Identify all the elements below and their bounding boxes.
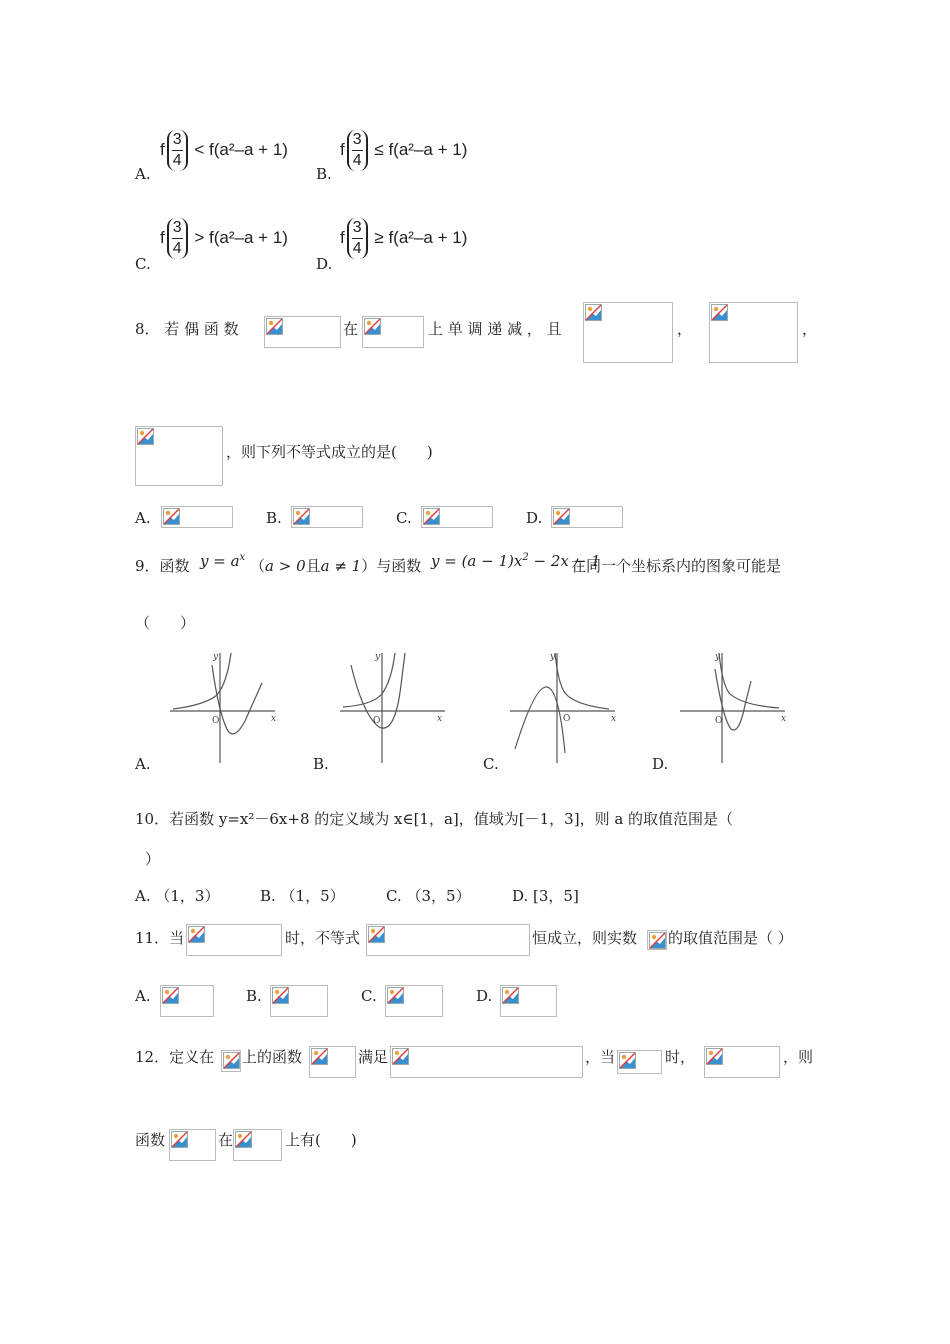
broken-image-icon <box>619 1052 636 1069</box>
broken-image-icon <box>392 1048 409 1065</box>
q8-text-2: 在 <box>343 320 359 338</box>
q9-graph-b <box>335 645 450 765</box>
q8-option-b-label: B. <box>266 509 282 527</box>
broken-image-icon <box>585 304 602 321</box>
q11-text-1: 11．当 <box>135 929 185 947</box>
function-name: f <box>340 227 345 247</box>
rhs: f(a²–a + 1) <box>388 139 468 159</box>
q9-condition <box>250 555 421 576</box>
q8-option-c-image <box>421 506 493 528</box>
exponential-curve <box>173 653 231 709</box>
x-label: x <box>437 714 443 724</box>
q11-option-b-image <box>270 985 328 1017</box>
q12-image-placeholder <box>233 1129 282 1161</box>
q9-graph-d <box>675 645 790 765</box>
broken-image-icon <box>368 926 385 943</box>
cond-2: a ≠ 1 <box>320 557 362 575</box>
q8-image-placeholder <box>264 316 341 348</box>
text: ）与函数 <box>361 557 422 575</box>
q9-option-c-label: C. <box>483 755 499 773</box>
q12-text-9: 上有( ) <box>285 1131 357 1149</box>
q8-image-placeholder <box>362 316 424 348</box>
q10-line-1: 10．若函数 y=x²－6x+8 的定义域为 x∈[1，a]，值域为[－1，3]，则 a 的取值范围是（ <box>135 810 734 828</box>
q7-option-c-expr <box>160 218 288 259</box>
broken-image-icon <box>502 987 519 1004</box>
cond-1: a > 0 <box>265 557 306 575</box>
q9-text-2: 在同一个坐标系内的图象可能是 <box>571 557 782 575</box>
q10-option-d: D. [3，5] <box>512 887 579 905</box>
relation: < <box>194 139 205 159</box>
origin-label: O <box>373 716 381 726</box>
x-label: x <box>271 714 277 724</box>
q8-option-d-image <box>551 506 623 528</box>
denominator: 4 <box>352 152 362 169</box>
q12-image-placeholder <box>390 1046 583 1078</box>
expr-main: y = (a − 1)x <box>431 552 523 570</box>
q7-option-b-label: B. <box>316 165 332 183</box>
q12-image-placeholder <box>221 1050 241 1072</box>
fraction <box>347 218 368 259</box>
q7-option-d-expr <box>340 218 467 259</box>
denominator: 4 <box>352 240 362 257</box>
q8-option-c-label: C. <box>396 509 412 527</box>
relation: ≤ <box>374 139 384 159</box>
q8-text-5: ， <box>802 320 818 338</box>
q8-image-placeholder <box>709 302 798 363</box>
q12-text-7: 函数 <box>135 1131 166 1149</box>
q11-option-d-label: D. <box>476 987 493 1005</box>
q12-text-6: ，则 <box>783 1048 814 1066</box>
y-label: y <box>550 652 556 662</box>
fraction <box>167 218 188 259</box>
fraction <box>167 130 188 171</box>
rhs: f(a²–a + 1) <box>209 227 288 247</box>
broken-image-icon <box>188 926 205 943</box>
function-name: f <box>160 227 165 247</box>
q11-option-c-label: C. <box>361 987 377 1005</box>
broken-image-icon <box>137 428 154 445</box>
rhs: f(a²–a + 1) <box>388 227 468 247</box>
q9-graph-a <box>165 645 280 765</box>
broken-image-icon <box>162 987 179 1004</box>
q7-option-c-label: C. <box>135 255 151 273</box>
numerator: 3 <box>172 218 183 239</box>
function-name: f <box>160 139 165 159</box>
q10-option-b: B. （1，5） <box>260 887 345 905</box>
expr-exponent: x <box>239 552 246 563</box>
q8-text-4: ， <box>677 320 693 338</box>
broken-image-icon <box>272 987 289 1004</box>
q11-image-placeholder <box>366 924 530 956</box>
q11-option-d-image <box>500 985 557 1017</box>
relation: > <box>194 227 205 247</box>
q10-line-2: ） <box>145 850 161 868</box>
q10-option-a: A. （1，3） <box>135 887 220 905</box>
origin-label: O <box>715 716 723 726</box>
q8-text-6: ，则下列不等式成立的是( ) <box>226 443 433 461</box>
x-label: x <box>781 714 787 724</box>
origin-label: O <box>212 716 220 726</box>
q8-image-placeholder <box>135 426 223 486</box>
q12-image-placeholder <box>309 1046 356 1078</box>
q11-text-4: 的取值范围是（ ） <box>668 929 793 947</box>
q11-option-a-label: A. <box>135 987 151 1005</box>
q7-option-a-expr <box>160 130 288 171</box>
q9-paren: （ ） <box>135 614 196 632</box>
broken-image-icon <box>163 508 180 525</box>
broken-image-icon <box>171 1131 188 1148</box>
broken-image-icon <box>553 508 570 525</box>
q8-option-a-label: A. <box>135 509 151 527</box>
fraction <box>347 130 368 171</box>
y-label: y <box>375 652 381 662</box>
origin-label: O <box>563 714 571 724</box>
exponential-curve <box>555 653 609 709</box>
q7-option-d-label: D. <box>316 255 333 273</box>
q11-option-c-image <box>385 985 443 1017</box>
broken-image-icon <box>364 318 381 335</box>
q9-text-1: 9．函数 <box>135 557 190 575</box>
expr-base: y = a <box>200 552 240 570</box>
broken-image-icon <box>235 1131 252 1148</box>
broken-image-icon <box>223 1052 240 1069</box>
q11-image-placeholder <box>647 930 667 950</box>
numerator: 3 <box>352 218 363 239</box>
y-label: y <box>213 652 219 662</box>
q12-image-placeholder <box>169 1129 216 1161</box>
expr-exponent: 2 <box>522 552 529 563</box>
q12-image-placeholder <box>704 1046 780 1078</box>
paren: （ <box>250 557 266 575</box>
x-label: x <box>611 714 617 724</box>
q12-text-2: 上的函数 <box>242 1048 303 1066</box>
broken-image-icon <box>293 508 310 525</box>
q9-graph-c <box>505 645 620 765</box>
q8-image-placeholder <box>583 302 673 363</box>
exponential-curve <box>343 653 395 707</box>
q9-option-b-label: B. <box>313 755 329 773</box>
function-name: f <box>340 139 345 159</box>
q11-image-placeholder <box>186 924 282 956</box>
q8-text-1: 8． 若 偶 函 数 <box>135 320 239 338</box>
q12-text-1: 12．定义在 <box>135 1048 215 1066</box>
conj: 且 <box>305 557 321 575</box>
q12-text-5: 时， <box>665 1048 696 1066</box>
broken-image-icon <box>423 508 440 525</box>
q8-option-b-image <box>291 506 363 528</box>
q12-text-4: ，当 <box>585 1048 616 1066</box>
q12-text-3: 满足 <box>358 1048 389 1066</box>
q9-option-d-label: D. <box>652 755 669 773</box>
broken-image-icon <box>266 318 283 335</box>
q8-option-d-label: D. <box>526 509 543 527</box>
exponential-curve <box>719 653 779 708</box>
broken-image-icon <box>706 1048 723 1065</box>
relation: ≥ <box>374 227 384 247</box>
rhs: f(a²–a + 1) <box>209 139 288 159</box>
q11-option-b-label: B. <box>246 987 262 1005</box>
q7-option-a-label: A. <box>135 165 151 183</box>
q8-text-3: 上 单 调 递 减 ， 且 <box>428 320 562 338</box>
denominator: 4 <box>172 152 182 169</box>
q12-text-8: 在 <box>218 1131 234 1149</box>
broken-image-icon <box>711 304 728 321</box>
expr-tail: − 2x − 1 <box>528 552 601 570</box>
q7-option-b-expr <box>340 130 467 171</box>
q11-option-a-image <box>160 985 214 1017</box>
numerator: 3 <box>352 130 363 151</box>
denominator: 4 <box>172 240 182 257</box>
q8-option-a-image <box>161 506 233 528</box>
q9-expr-1 <box>200 552 245 570</box>
q12-image-placeholder <box>617 1050 662 1074</box>
broken-image-icon <box>649 932 666 949</box>
numerator: 3 <box>172 130 183 151</box>
broken-image-icon <box>387 987 404 1004</box>
broken-image-icon <box>311 1048 328 1065</box>
q9-option-a-label: A. <box>135 755 151 773</box>
q10-option-c: C. （3，5） <box>386 887 471 905</box>
q11-text-3: 恒成立，则实数 <box>532 929 638 947</box>
y-label: y <box>715 652 721 662</box>
q11-text-2: 时，不等式 <box>285 929 361 947</box>
